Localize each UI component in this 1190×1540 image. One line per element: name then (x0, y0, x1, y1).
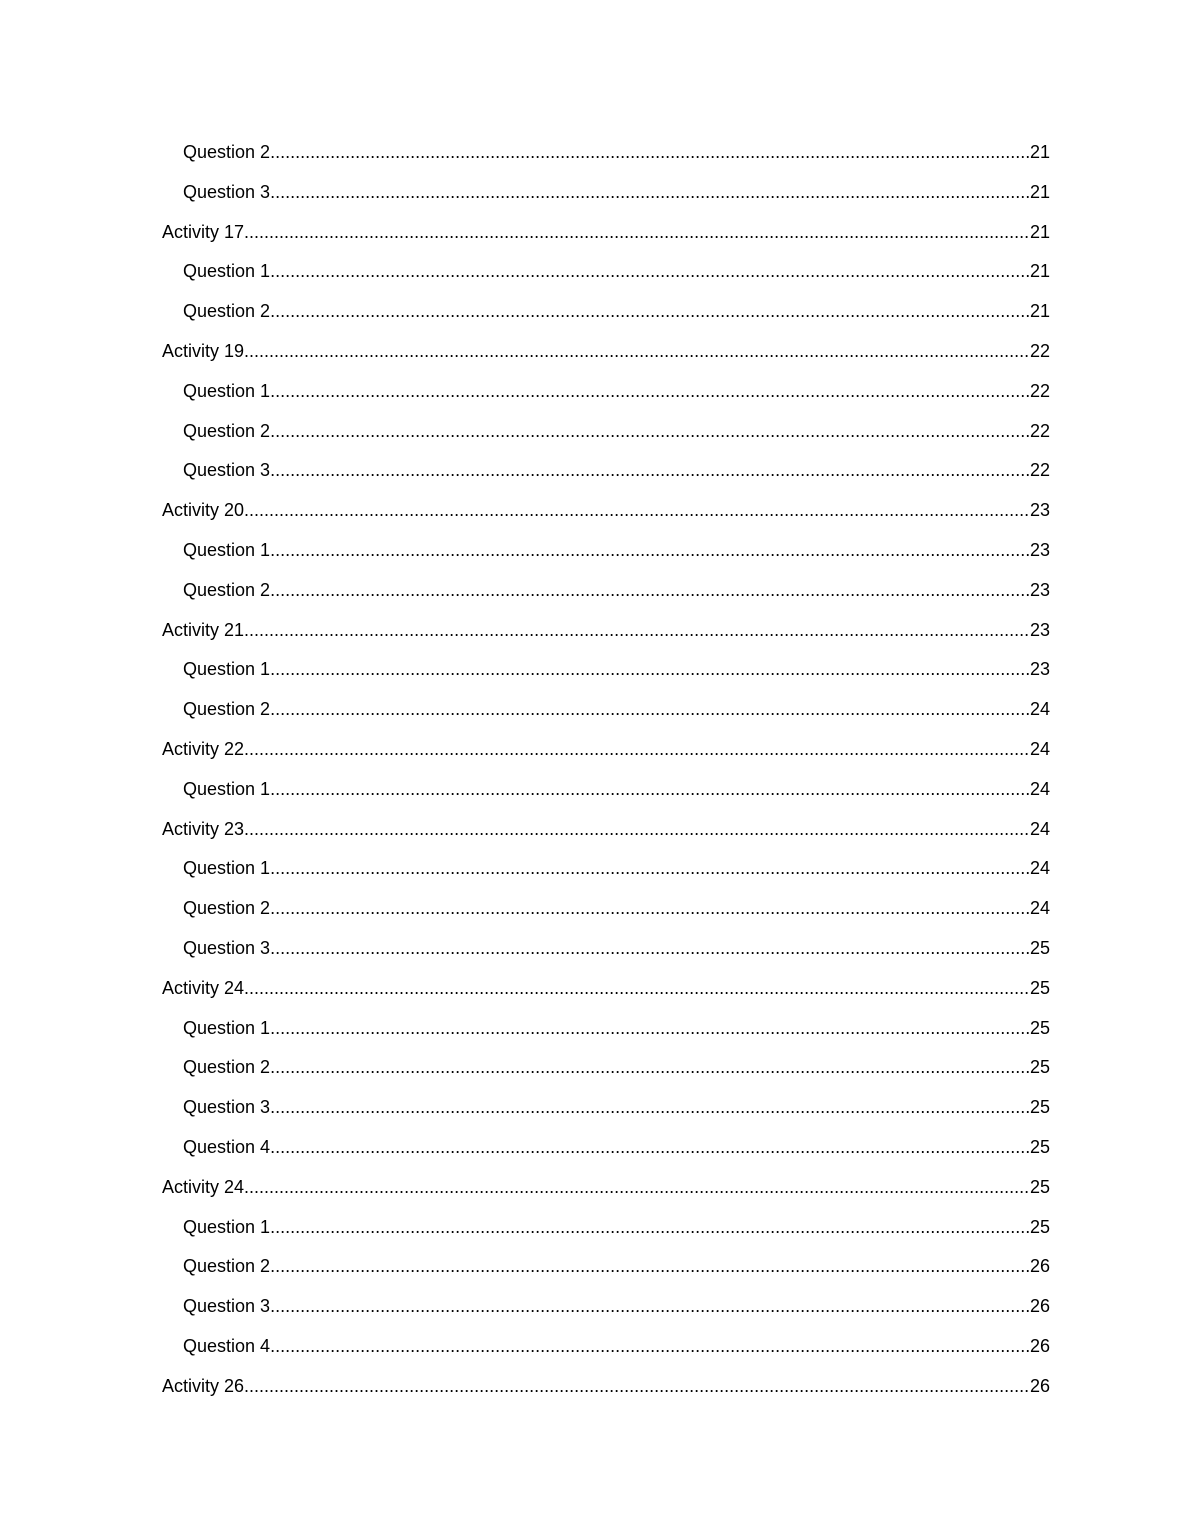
toc-entry-label: Question 2 (183, 1247, 270, 1287)
toc-dot-leader (270, 929, 1029, 969)
toc-dot-leader (270, 1088, 1029, 1128)
toc-entry[interactable] (162, 133, 1050, 173)
toc-entry-page: 21 (1029, 142, 1050, 162)
toc-entry-label: Question 3 (183, 929, 270, 969)
toc-entry-label: Question 2 (183, 1048, 270, 1088)
toc-entry[interactable] (162, 531, 1050, 571)
toc-entry-page: 23 (1029, 659, 1050, 680)
toc-dot-leader (270, 531, 1029, 571)
toc-entry-label: Question 4 (183, 1327, 270, 1367)
toc-entry-page: 26 (1029, 1296, 1050, 1317)
toc-entry-page: 22 (1029, 420, 1050, 441)
toc-entry[interactable] (162, 1088, 1050, 1128)
toc-entry[interactable] (162, 173, 1050, 213)
toc-entry[interactable] (162, 969, 1050, 1009)
toc-entry[interactable] (162, 332, 1050, 372)
toc-entry-page: 26 (1029, 1375, 1050, 1396)
toc-entry[interactable] (162, 1287, 1050, 1327)
toc-entry-page: 24 (1029, 738, 1050, 759)
toc-dot-leader (270, 1327, 1029, 1367)
toc-entry[interactable] (162, 889, 1050, 929)
toc-entry-label: Question 1 (183, 1009, 270, 1049)
toc-entry-page: 24 (1029, 699, 1050, 720)
toc-dot-leader (270, 372, 1029, 412)
toc-entry[interactable] (162, 372, 1050, 412)
toc-dot-leader (244, 491, 1029, 531)
toc-dot-leader (270, 292, 1029, 332)
toc-dot-leader (270, 849, 1029, 889)
toc-entry[interactable] (162, 1168, 1050, 1208)
toc-entry-page: 25 (1029, 1057, 1050, 1078)
toc-entry-label: Activity 22 (162, 730, 244, 770)
toc-entry[interactable] (162, 1009, 1050, 1049)
toc-entry-label: Activity 23 (162, 810, 244, 850)
toc-entry-label: Question 1 (183, 650, 270, 690)
toc-entry[interactable] (162, 292, 1050, 332)
toc-entry[interactable] (162, 213, 1050, 253)
toc-entry[interactable] (162, 451, 1050, 491)
toc-dot-leader (270, 1048, 1029, 1088)
toc-entry[interactable] (162, 1247, 1050, 1287)
toc-entry[interactable] (162, 571, 1050, 611)
toc-entry-page: 21 (1029, 181, 1050, 202)
toc-dot-leader (244, 1367, 1029, 1407)
toc-entry-label: Question 2 (183, 690, 270, 730)
toc-entry-page: 24 (1029, 778, 1050, 799)
toc-entry[interactable] (162, 252, 1050, 292)
toc-entry[interactable] (162, 1327, 1050, 1367)
toc-entry-label: Question 2 (183, 889, 270, 929)
toc-entry-label: Question 1 (183, 849, 270, 889)
toc-entry-page: 24 (1029, 818, 1050, 839)
toc-entry-label: Activity 21 (162, 611, 244, 651)
toc-entry-label: Question 1 (183, 770, 270, 810)
toc-entry-page: 22 (1029, 460, 1050, 481)
toc-entry-page: 23 (1029, 579, 1050, 600)
toc-dot-leader (244, 1168, 1029, 1208)
toc-dot-leader (244, 611, 1029, 651)
toc-entry-label: Question 2 (183, 412, 270, 452)
toc-entry-label: Question 1 (183, 1208, 270, 1248)
toc-entry-label: Question 1 (183, 372, 270, 412)
toc-dot-leader (244, 332, 1029, 372)
toc-entry-page: 24 (1029, 858, 1050, 879)
toc-entry[interactable] (162, 491, 1050, 531)
toc-entry-label: Question 2 (183, 292, 270, 332)
toc-entry-label: Activity 17 (162, 213, 244, 253)
toc-entry[interactable] (162, 929, 1050, 969)
toc-dot-leader (270, 690, 1029, 730)
toc-entry-page: 25 (1029, 1176, 1050, 1197)
toc-entry-label: Activity 20 (162, 491, 244, 531)
toc-entry-page: 24 (1029, 898, 1050, 919)
toc-entry[interactable] (162, 730, 1050, 770)
toc-dot-leader (270, 133, 1029, 173)
toc-entry[interactable] (162, 1367, 1050, 1407)
toc-dot-leader (244, 810, 1029, 850)
toc-dot-leader (270, 1287, 1029, 1327)
toc-dot-leader (270, 650, 1029, 690)
toc-entry-page: 21 (1029, 301, 1050, 322)
toc-dot-leader (270, 1208, 1029, 1248)
toc-entry[interactable] (162, 1048, 1050, 1088)
toc-entry[interactable] (162, 412, 1050, 452)
toc-entry[interactable] (162, 810, 1050, 850)
toc-entry-label: Activity 24 (162, 1168, 244, 1208)
toc-entry-page: 23 (1029, 500, 1050, 521)
toc-dot-leader (244, 969, 1029, 1009)
toc-entry-page: 23 (1029, 539, 1050, 560)
toc-entry-label: Activity 24 (162, 969, 244, 1009)
toc-dot-leader (244, 213, 1029, 253)
toc-entry-page: 22 (1029, 380, 1050, 401)
table-of-contents (162, 133, 1050, 1407)
toc-entry-label: Question 1 (183, 252, 270, 292)
toc-entry-page: 25 (1029, 1017, 1050, 1038)
toc-entry-label: Question 1 (183, 531, 270, 571)
toc-entry[interactable] (162, 650, 1050, 690)
toc-entry-label: Question 3 (183, 451, 270, 491)
toc-entry[interactable] (162, 849, 1050, 889)
toc-entry-page: 22 (1029, 340, 1050, 361)
toc-dot-leader (270, 571, 1029, 611)
toc-entry-page: 25 (1029, 937, 1050, 958)
toc-entry-page: 25 (1029, 1097, 1050, 1118)
toc-dot-leader (270, 1247, 1029, 1287)
toc-entry-label: Question 3 (183, 173, 270, 213)
toc-dot-leader (270, 451, 1029, 491)
toc-entry-page: 25 (1029, 1216, 1050, 1237)
toc-entry-page: 21 (1029, 221, 1050, 242)
toc-dot-leader (270, 1009, 1029, 1049)
toc-dot-leader (270, 889, 1029, 929)
toc-entry-label: Question 3 (183, 1287, 270, 1327)
toc-entry[interactable] (162, 611, 1050, 651)
toc-entry-page: 23 (1029, 619, 1050, 640)
toc-entry[interactable] (162, 1208, 1050, 1248)
toc-dot-leader (244, 730, 1029, 770)
toc-dot-leader (270, 173, 1029, 213)
toc-dot-leader (270, 412, 1029, 452)
toc-entry-page: 26 (1029, 1335, 1050, 1356)
toc-entry-page: 25 (1029, 1136, 1050, 1157)
toc-entry-label: Question 3 (183, 1088, 270, 1128)
toc-entry-label: Question 2 (183, 571, 270, 611)
toc-entry[interactable] (162, 770, 1050, 810)
toc-entry-label: Question 4 (183, 1128, 270, 1168)
toc-entry-label: Activity 26 (162, 1367, 244, 1407)
toc-entry-page: 26 (1029, 1256, 1050, 1277)
toc-entry-label: Activity 19 (162, 332, 244, 372)
toc-entry-page: 25 (1029, 977, 1050, 998)
toc-entry[interactable] (162, 1128, 1050, 1168)
toc-dot-leader (270, 1128, 1029, 1168)
toc-entry-page: 21 (1029, 261, 1050, 282)
toc-dot-leader (270, 252, 1029, 292)
toc-dot-leader (270, 770, 1029, 810)
toc-entry[interactable] (162, 690, 1050, 730)
toc-entry-label: Question 2 (183, 133, 270, 173)
